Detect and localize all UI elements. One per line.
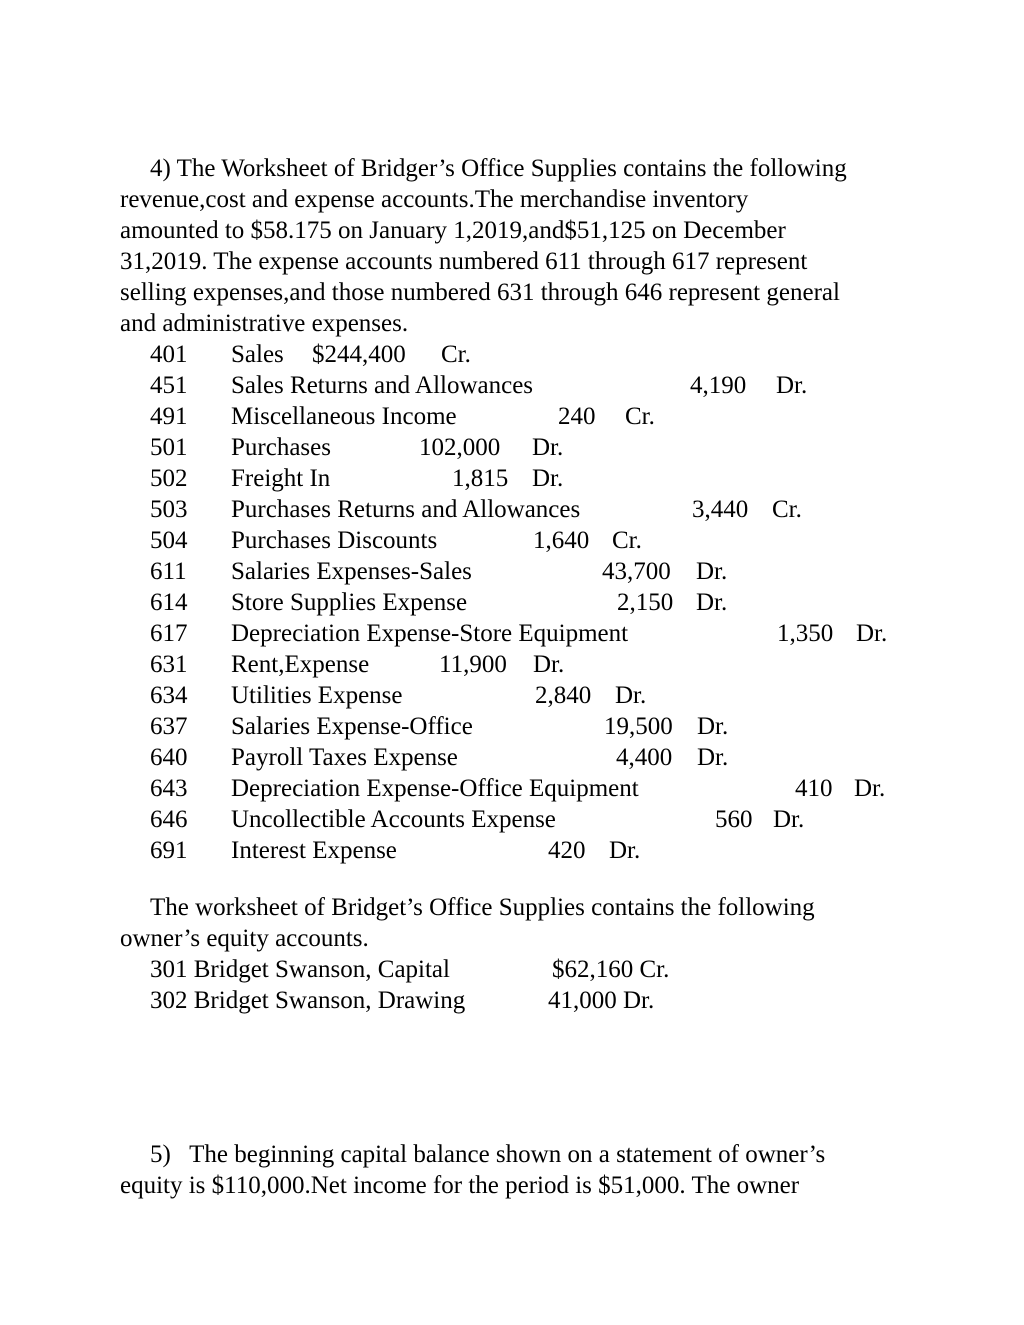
equity-account-amount: $62,160 Cr. — [552, 956, 670, 983]
account-amount: 410 — [795, 775, 833, 802]
account-number: 691 — [150, 837, 188, 864]
equity-account-row — [0, 954, 1024, 985]
equity-account-label: 301 Bridget Swanson, Capital — [150, 956, 450, 983]
q4-intro-line-4: 31,2019. The expense accounts numbered 611 through 617 represent — [120, 248, 808, 275]
account-amount: 4,400 — [616, 744, 673, 771]
equity-account-row — [0, 985, 1024, 1016]
account-row — [0, 835, 1024, 866]
account-amount: 2,840 — [535, 682, 592, 709]
account-number: 503 — [150, 496, 188, 523]
account-number: 643 — [150, 775, 188, 802]
account-row — [0, 463, 1024, 494]
account-number: 637 — [150, 713, 188, 740]
account-number: 401 — [150, 341, 188, 368]
account-row — [0, 525, 1024, 556]
account-number: 646 — [150, 806, 188, 833]
account-name: Utilities Expense — [231, 682, 403, 709]
account-side: Dr. — [773, 806, 805, 833]
account-name: Sales — [231, 341, 284, 368]
account-number: 614 — [150, 589, 188, 616]
account-amount: 560 — [715, 806, 753, 833]
q5-line-1: 5) The beginning capital balance shown on a statement of owner’s — [150, 1141, 826, 1168]
account-row — [0, 680, 1024, 711]
account-name: Store Supplies Expense — [231, 589, 468, 616]
account-name: Rent,Expense — [231, 651, 370, 678]
account-row — [0, 587, 1024, 618]
account-name: Salaries Expenses-Sales — [231, 558, 472, 585]
q4-intro-line-1: 4) The Worksheet of Bridger’s Office Supplies contains the following — [150, 155, 847, 182]
account-name: Purchases Returns and Allowances — [231, 496, 581, 523]
account-row — [0, 649, 1024, 680]
account-row — [0, 339, 1024, 370]
account-amount: 1,350 — [777, 620, 834, 647]
account-amount: 1,815 — [452, 465, 509, 492]
q5-line-2: equity is $110,000.Net income for the period is $51,000. The owner — [120, 1172, 800, 1199]
account-amount: 43,700 — [602, 558, 671, 585]
account-name: Depreciation Expense-Office Equipment — [231, 775, 639, 802]
account-row — [0, 556, 1024, 587]
account-name: Interest Expense — [231, 837, 397, 864]
account-side: Cr. — [625, 403, 655, 430]
account-amount: 3,440 — [692, 496, 749, 523]
account-number: 502 — [150, 465, 188, 492]
account-number: 491 — [150, 403, 188, 430]
account-number: 501 — [150, 434, 188, 461]
account-row — [0, 494, 1024, 525]
account-amount: 2,150 — [617, 589, 674, 616]
equity-account-label: 302 Bridget Swanson, Drawing — [150, 987, 466, 1014]
account-side: Cr. — [612, 527, 642, 554]
account-side: Dr. — [854, 775, 886, 802]
account-name: Sales Returns and Allowances — [231, 372, 534, 399]
equity-account-amount: 41,000 Dr. — [548, 987, 655, 1014]
account-side: Dr. — [609, 837, 641, 864]
account-row — [0, 773, 1024, 804]
account-name: Purchases Discounts — [231, 527, 438, 554]
account-amount: 11,900 — [439, 651, 507, 678]
account-name: Purchases — [231, 434, 331, 461]
account-amount: 240 — [558, 403, 596, 430]
account-number: 631 — [150, 651, 188, 678]
account-amount: 420 — [548, 837, 586, 864]
account-side: Cr. — [441, 341, 471, 368]
account-side: Dr. — [697, 713, 729, 740]
account-side: Dr. — [696, 558, 728, 585]
account-row — [0, 432, 1024, 463]
account-side: Dr. — [533, 651, 565, 678]
account-number: 611 — [150, 558, 187, 585]
account-amount: 4,190 — [690, 372, 747, 399]
account-row — [0, 804, 1024, 835]
account-name: Freight In — [231, 465, 331, 492]
q4-intro-line-3: amounted to $58.175 on January 1,2019,and$51,125 on December — [120, 217, 786, 244]
account-side: Dr. — [856, 620, 888, 647]
account-number: 451 — [150, 372, 188, 399]
account-row — [0, 370, 1024, 401]
q4-intro-line-5: selling expenses,and those numbered 631 through 646 represent general — [120, 279, 840, 306]
account-side: Dr. — [532, 434, 564, 461]
account-row — [0, 711, 1024, 742]
account-number: 634 — [150, 682, 188, 709]
equity-intro-line-1: The worksheet of Bridget’s Office Supplies contains the following — [150, 894, 815, 921]
account-amount: 1,640 — [533, 527, 590, 554]
account-amount: 102,000 — [419, 434, 501, 461]
account-row — [0, 618, 1024, 649]
account-number: 617 — [150, 620, 188, 647]
account-side: Dr. — [615, 682, 647, 709]
q4-intro-line-2: revenue,cost and expense accounts.The merchandise inventory — [120, 186, 749, 213]
q4-intro-line-6: and administrative expenses. — [120, 310, 409, 337]
account-name: Uncollectible Accounts Expense — [231, 806, 556, 833]
account-side: Cr. — [772, 496, 802, 523]
equity-intro-line-2: owner’s equity accounts. — [120, 925, 369, 952]
account-name: Miscellaneous Income — [231, 403, 457, 430]
account-number: 640 — [150, 744, 188, 771]
account-amount: $244,400 — [312, 341, 406, 368]
account-row — [0, 401, 1024, 432]
account-side: Dr. — [697, 744, 729, 771]
account-side: Dr. — [532, 465, 564, 492]
account-row — [0, 742, 1024, 773]
account-name: Payroll Taxes Expense — [231, 744, 458, 771]
account-side: Dr. — [776, 372, 808, 399]
account-number: 504 — [150, 527, 188, 554]
account-name: Salaries Expense-Office — [231, 713, 473, 740]
account-side: Dr. — [696, 589, 728, 616]
account-amount: 19,500 — [604, 713, 673, 740]
account-name: Depreciation Expense-Store Equipment — [231, 620, 629, 647]
